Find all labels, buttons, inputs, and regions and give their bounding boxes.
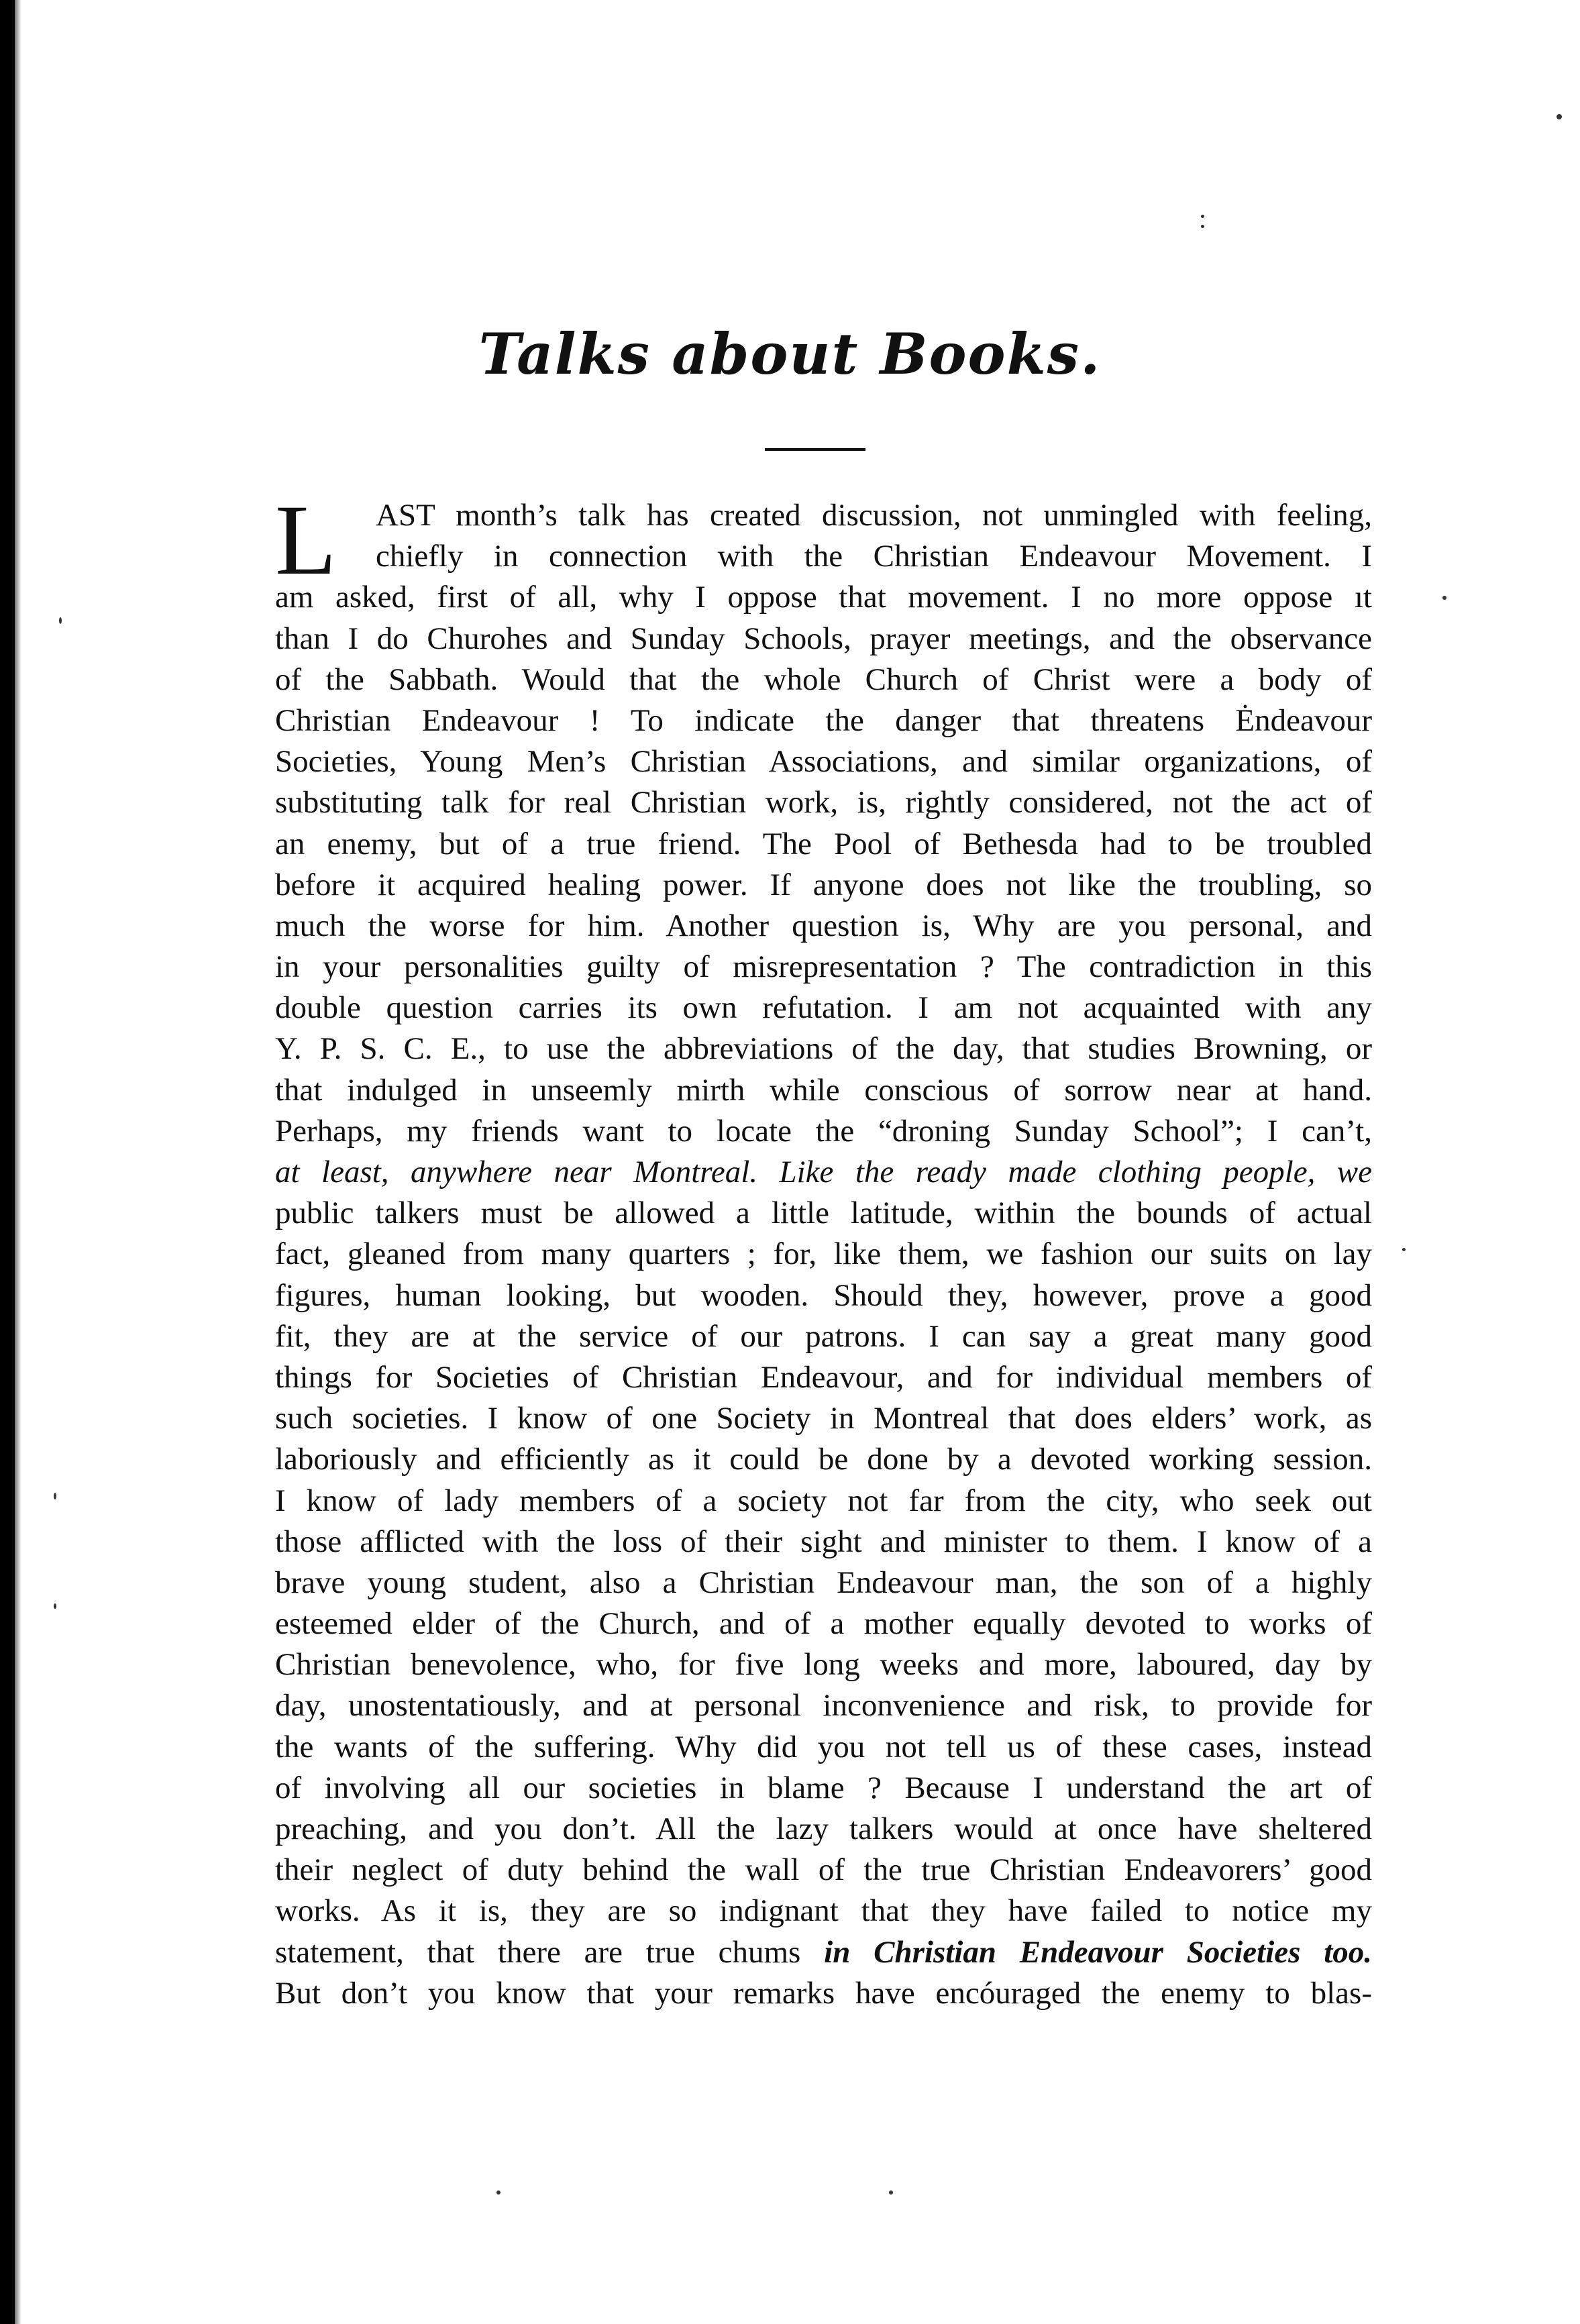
text-line: esteemed elder of the Church, and of a mother equally devoted to works of <box>275 1606 1372 1642</box>
text-line: day, unostentatiously, and at personal inconvenience and risk, to provide for <box>275 1688 1372 1724</box>
text-line: at least, anywhere near Montreal. Like the ready made clothing people, we <box>275 1155 1372 1190</box>
text-line: in your personalities guilty of misrepresentation ? The contradiction in this <box>275 949 1372 985</box>
text-line: of involving all our societies in blame ? Because I understand the art of <box>275 1770 1372 1805</box>
text-line: double question carries its own refutation. I am not acquainted with any <box>275 990 1372 1026</box>
text-line: brave young student, also a Christian Endeavour man, the son of a highly <box>275 1565 1372 1600</box>
text-segment: statement, that there are true chums <box>275 1934 825 1970</box>
text-line: much the worse for him. Another question is, Why are you personal, and <box>275 908 1372 943</box>
text-line: the wants of the suffering. Why did you not tell us of these cases, instead <box>275 1729 1372 1764</box>
page-title: Talks about Books. <box>478 321 1102 387</box>
text-line: AST month’s talk has created discussion, not unmingled with feeling, <box>376 498 1372 533</box>
scan-speck <box>1201 215 1204 218</box>
text-line <box>275 1932 1372 1973</box>
article-body <box>275 495 1372 2014</box>
text-line: that indulged in unseemly mirth while conscious of sorrow near at hand. <box>275 1072 1372 1108</box>
text-line: their neglect of duty behind the wall of the true Christian Endeavorers’ good <box>275 1852 1372 1888</box>
text-line: those afflicted with the loss of their sight and minister to them. I know of a <box>275 1524 1372 1559</box>
text-line: of the Sabbath. Would that the whole Church of Christ were a body of <box>275 662 1372 697</box>
scan-speck <box>54 1603 56 1609</box>
text-line: Perhaps, my friends want to locate the “droning Sunday School”; I can’t, <box>275 1113 1372 1149</box>
text-line: an enemy, but of a true friend. The Pool of Bethesda had to be troubled <box>275 826 1372 861</box>
scan-speck <box>496 2190 501 2195</box>
scan-speck <box>1442 596 1446 600</box>
text-line: But don’t you know that your remarks have encóuraged the enemy to blas- <box>275 1975 1372 2011</box>
title-divider <box>765 448 865 451</box>
text-line: fit, they are at the service of our patrons. I can say a great many good <box>275 1318 1372 1354</box>
text-line: fact, gleaned from many quarters ; for, like them, we fashion our suits on lay <box>275 1236 1372 1272</box>
text-line: Y. P. S. C. E., to use the abbreviations of the day, that studies Browning, or <box>275 1031 1372 1067</box>
scan-speck <box>59 617 62 624</box>
text-line: I know of lady members of a society not far from the city, who seek out <box>275 1483 1372 1518</box>
text-line: before it acquired healing power. If anyone does not like the troubling, so <box>275 867 1372 902</box>
text-line: preaching, and you don’t. All the lazy talkers would at once have sheltered <box>275 1811 1372 1846</box>
text-line: Christian benevolence, who, for five long weeks and more, laboured, day by <box>275 1647 1372 1683</box>
scan-speck <box>1557 114 1562 119</box>
text-line: public talkers must be allowed a little latitude, within the bounds of actual <box>275 1196 1372 1231</box>
text-line: than I do Churohes and Sunday Schools, prayer meetings, and the observance <box>275 621 1372 656</box>
scan-speck <box>889 2190 893 2195</box>
text-line: things for Societies of Christian Endeavour, and for individual members of <box>275 1359 1372 1395</box>
text-line: such societies. I know of one Society in Montreal that does elders’ work, as <box>275 1401 1372 1436</box>
text-line: Societies, Young Men’s Christian Associations, and similar organizations, of <box>275 744 1372 780</box>
text-line: laboriously and efficiently as it could be done by a devoted working session. <box>275 1442 1372 1477</box>
text-line: figures, human looking, but wooden. Should they, however, prove a good <box>275 1277 1372 1313</box>
text-line: am asked, first of all, why I oppose that movement. I no more oppose ıt <box>275 580 1372 615</box>
text-line: substituting talk for real Christian work, is, rightly considered, not the act of <box>275 785 1372 821</box>
scan-speck <box>1402 1248 1406 1251</box>
drop-cap: L <box>275 484 337 596</box>
text-line: works. As it is, they are so indignant that they have failed to notice my <box>275 1893 1372 1929</box>
scan-speck <box>1201 225 1204 228</box>
scan-speck <box>54 1493 56 1499</box>
text-line: Christian Endeavour ! To indicate the danger that threatens Ėndeavour <box>275 702 1372 738</box>
emphasized-phrase: in Christian Endeavour Societies too. <box>824 1934 1372 1970</box>
text-line: chiefly in connection with the Christian Endeavour Movement. I <box>376 539 1372 574</box>
